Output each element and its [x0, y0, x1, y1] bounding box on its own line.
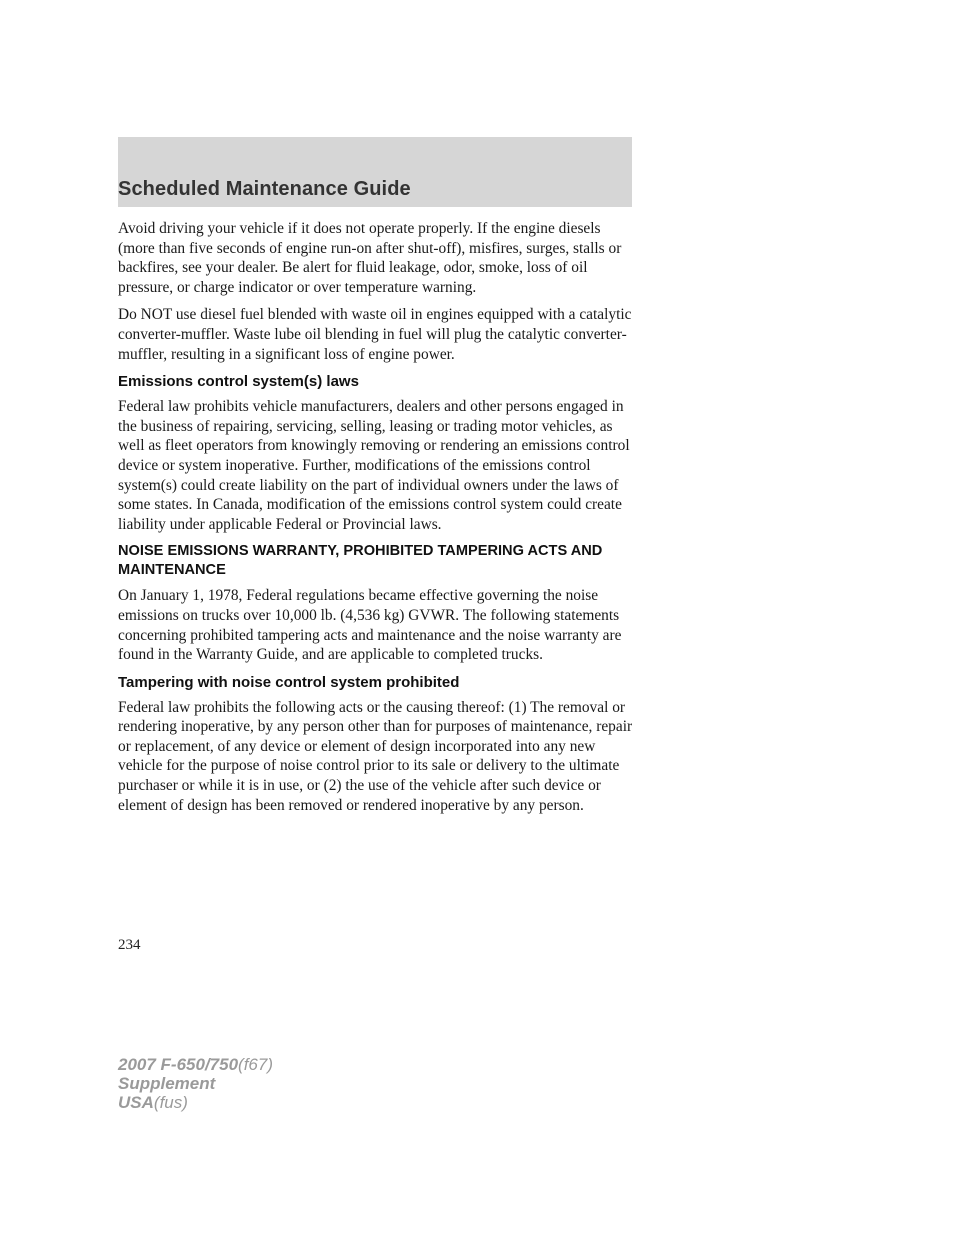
footer-supplement: Supplement: [118, 1074, 216, 1093]
paragraph-emissions-laws: Federal law prohibits vehicle manufacturers, dealers and other persons engaged in the business of repairing, servicing, selling, leasing or trading motor vehicles, as well as fleet operators from knowingly removing or rendering an emissions control device or system inoperative. Further, modifications of the emissions control system(s) could create liability on the part of individual owners under the laws of some states. In Canada, modification of the emissions control system could create liability under applicable Federal or Provincial laws.: [118, 398, 630, 533]
page-number: 234: [118, 937, 141, 953]
main-content: [118, 219, 638, 823]
footer-code: [118, 1055, 273, 1112]
footer-model-code: (f67): [238, 1055, 274, 1074]
footer-line-1: [118, 1055, 273, 1074]
heading-tampering: Tampering with noise control system prohibited: [118, 673, 460, 691]
paragraph-diesel-fuel: Do NOT use diesel fuel blended with waste oil in engines equipped with a catalytic converter-muffler. Waste lube oil blending in fuel will plug the catalytic converter-muffler, resulting in a significant loss of engine power.: [118, 306, 632, 363]
paragraph-noise-regulations: On January 1, 1978, Federal regulations became effective governing the noise emissions on trucks over 10,000 lb. (4,536 kg) GVWR. The following statements concerning prohibited tampering acts and maintenance and the noise warranty are found in the Warranty Guide, and are applicable to completed trucks.: [118, 587, 622, 664]
footer-region-code: (fus): [153, 1093, 188, 1112]
heading-noise-warranty: NOISE EMISSIONS WARRANTY, PROHIBITED TAMPERING ACTS AND MAINTENANCE: [118, 543, 603, 579]
paragraph-tampering: Federal law prohibits the following acts or the causing thereof: (1) The removal or rendering inoperative, by any person other than for purposes of maintenance, repair or replacement, of any device or element of design incorporated into any new vehicle for the purpose of noise control prior to its sale or delivery to the ultimate purchaser or while it is in use, or (2) the use of the vehicle after such device or element of design has been removed or rendered inoperative by any person.: [118, 698, 633, 814]
heading-emissions-laws: Emissions control system(s) laws: [118, 373, 359, 391]
footer-model: 2007 F-650/750: [118, 1055, 239, 1074]
footer-line-3: [118, 1093, 273, 1112]
page-title: Scheduled Maintenance Guide: [118, 178, 411, 200]
footer-region: USA: [118, 1093, 154, 1112]
footer-line-2: [118, 1074, 273, 1093]
paragraph-driving-warning: Avoid driving your vehicle if it does not operate properly. If the engine diesels (more than five seconds of engine run-on after shut-off), misfires, surges, stalls or backfires, see your dealer. Be alert for fluid leakage, odor, smoke, loss of oil pressure, or charge indicator or over temperature warning.: [118, 220, 622, 296]
